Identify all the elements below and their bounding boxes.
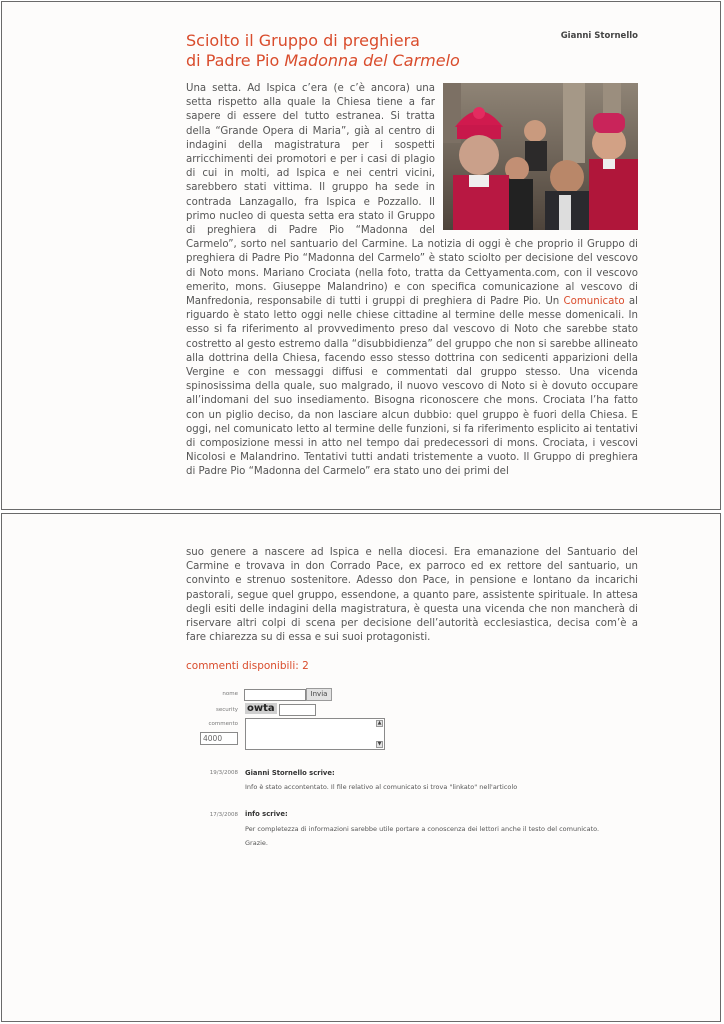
article-author: Gianni Stornello (560, 31, 638, 41)
comment-author: info scrive: (245, 810, 288, 818)
comment-text-line-2: Grazie. (245, 839, 268, 847)
comment-text: Per completezza di informazioni sarebbe utile portare a conoscenza dei lettori anche il testo del comunicato. (245, 825, 600, 833)
comment-textarea[interactable] (245, 718, 385, 750)
article-photo (443, 83, 638, 230)
comunicato-link[interactable]: Comunicato (563, 296, 625, 308)
page-2 (1, 513, 721, 1022)
title-line-2-prefix: di Padre Pio (186, 51, 285, 70)
name-input[interactable] (244, 689, 306, 701)
comments-heading: commenti disponibili: 2 (186, 660, 309, 672)
comment-label: commento (208, 721, 238, 727)
comment-date: 17/3/2008 (209, 812, 238, 818)
title-line-2-italic: Madonna del Carmelo (284, 51, 460, 70)
captcha-image: owta (247, 703, 275, 714)
article-body-1 (186, 82, 638, 480)
scroll-up-icon[interactable]: ▲ (377, 720, 382, 726)
security-label: security (216, 707, 238, 713)
scroll-down-icon[interactable]: ▼ (377, 741, 382, 747)
article-body-continued: suo genere a nascere ad Ispica e nella diocesi. Era emanazione del Santuario del Carmine e trovava in don Corrado Pace, ex parroco ed ex rettore del santuario, un convinto e strenuo sostenitore. Adesso don Pace, in pensione e lontano da incarichi pastorali, segue quel gruppo, essendone, a quanto pare, assistente spirituale. In attesa degli esiti delle indagini della magistratura, è questa una vicenda che non mancherà di riservare altri colpi di scena per decisione dell’autorità ecclesiastica, decisa com’è a fare chiarezza su di essa e sui suoi protagonisti. (186, 547, 638, 644)
title-line-1: Sciolto il Gruppo di preghiera (186, 31, 420, 50)
article-title (186, 31, 486, 71)
article-body-text-1: Una setta. Ad Ispica c’era (e c’è ancora) una setta rispetto alla quale la Chiesa tiene a far sapere di essere del tutto estranea. Si tratta della “Grande Opera di Maria”, già al centro di indagini della magistratura per i sospetti arricchimenti dei promotori e per i casi di plagio di cui in molti, ad Ispica e nei centri vicini, sarebbero stati vittima. Il gruppo ha sede in contrada Lanzagallo, fra Ispica e Pozzallo. Il primo nucleo di questa setta era stato il Gruppo di preghiera di Padre Pio “Madonna del Carmelo”, sorto nel santuario del Carmine. La notizia di oggi è che proprio il Gruppo di preghiera di Padre Pio “Madonna del Carmelo” è stato sciolto per decisione del vescovo di Noto mons. Mariano Crociata (nella foto, tratta da Cettyamenta.com, con il vescovo emerito, mons. Giuseppe Malandrino) e con specifica comunicazione al vescovo di Manfredonia, responsabile di tutti i gruppi di preghiera di Padre Pio. Un (186, 83, 638, 308)
security-input[interactable] (279, 704, 316, 716)
page-1 (1, 1, 721, 510)
article-body-text-2: al riguardo è stato letto oggi nelle chiese cittadine al termine delle messe domenicali. In esso si fa riferimento al provvedimento preso dal vescovo di Noto che sarebbe stato costretto al gesto estremo dalla “disubbidienza” del gruppo che non si sarebbe allineato alla dottrina della Chiesa, facendo esso stesso dottrina con sedicenti apparizioni della Vergine e con messaggi diffusi e commentati dal gruppo stesso. Una vicenda spinosissima della quale, suo malgrado, il nuovo vescovo di Noto si è dovuto occupare all’indomani del suo insediamento. Bisogna riconoscere che mons. Crociata l’ha fatto con un piglio deciso, da non lasciare alcun dubbio: quel gruppo è fuori della Chiesa. E oggi, nel comunicato letto al termine delle funzioni, si fa riferimento esplicito ai tentativi di composizione messi in atto nel tempo dai predecessori di mons. Crociata, i vescovi Nicolosi e Malandrino. Tentativi tutti andati tristemente a vuoto. Il Gruppo di preghiera di Padre Pio “Madonna del Carmelo” era stato uno dei primi del (186, 296, 638, 478)
send-button[interactable]: Invia (306, 688, 332, 701)
comment-text: Info è stato accontentato. Il file relativo al comunicato si trova "linkato" nell'articolo (245, 783, 518, 791)
char-counter: 4000 (200, 732, 238, 745)
comment-date: 19/3/2008 (209, 770, 238, 776)
comment-author: Gianni Stornello scrive: (245, 769, 335, 777)
name-label: nome (222, 691, 238, 697)
